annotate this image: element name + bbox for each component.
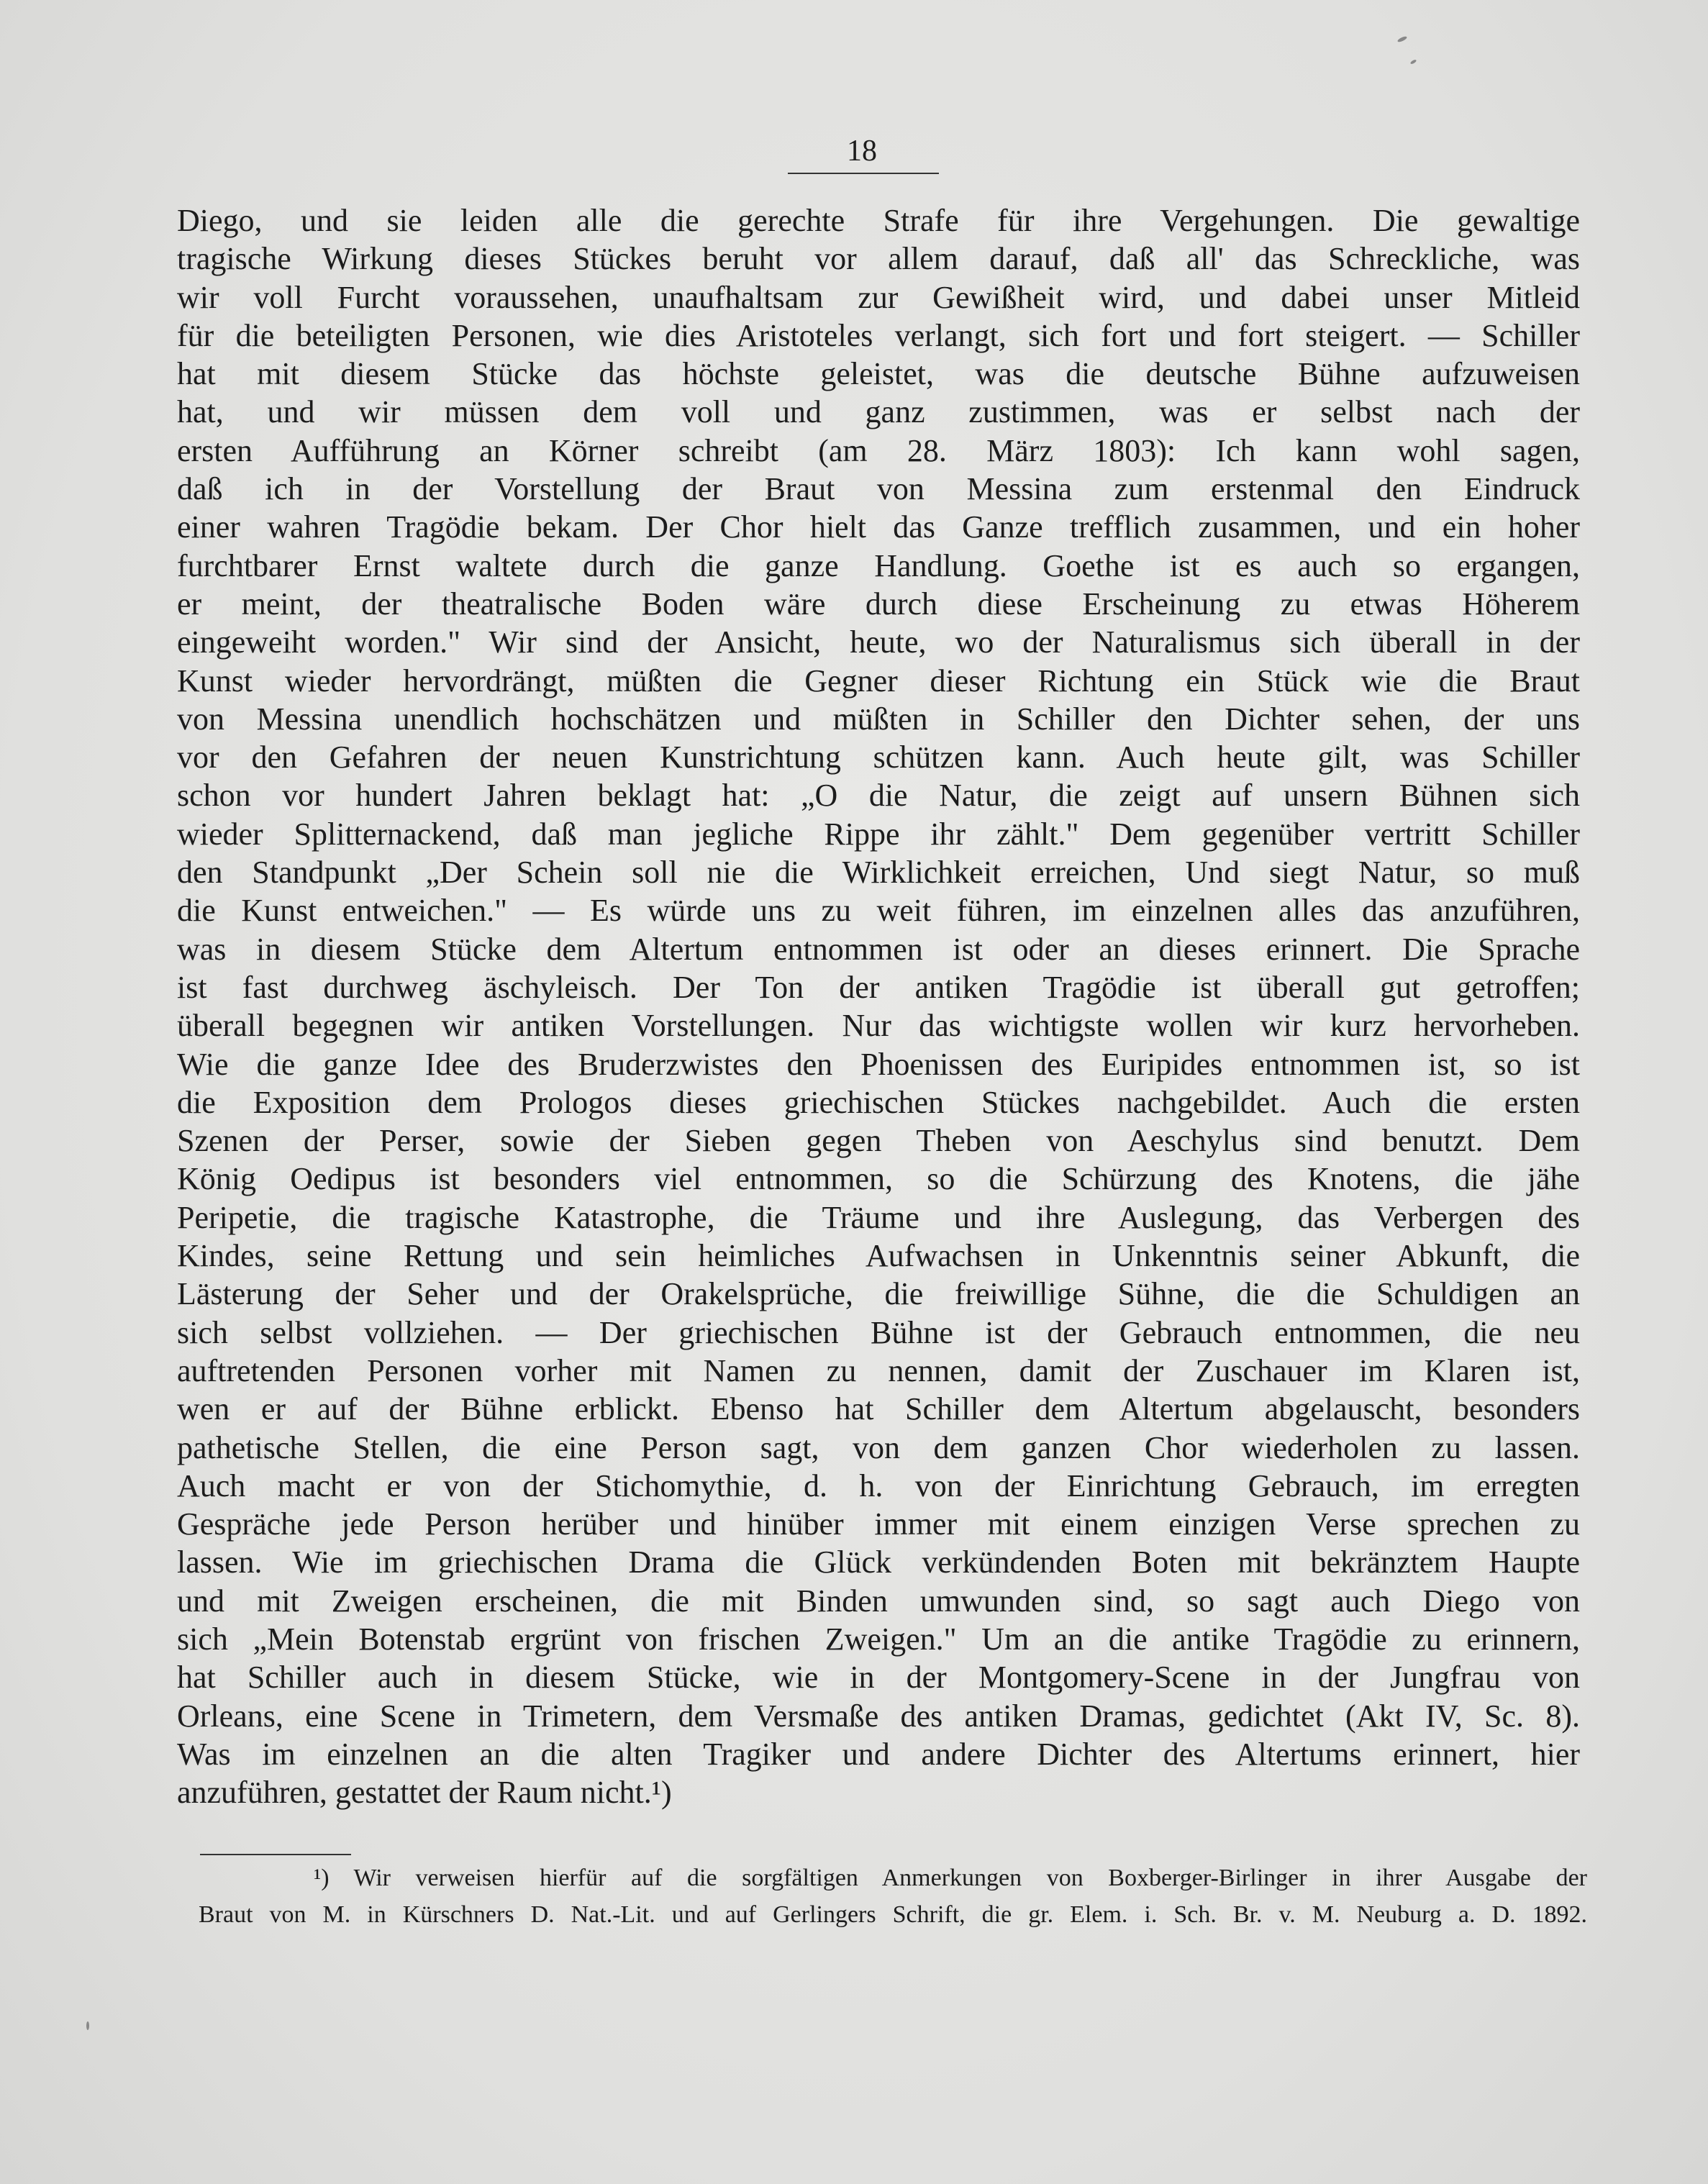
body-line: daß ich in der Vorstellung der Braut von Messina zum erstenmal den Eindruck [177,471,1580,507]
body-line: schon vor hundert Jahren beklagt hat: „O die Natur, die zeigt auf unsern Bühnen sich [177,778,1580,814]
body-line: sich „Mein Botenstab ergrünt von frischen Zweigen." Um an die antike Tragödie zu erinnern, [177,1621,1580,1657]
footnote-line: Braut von M. in Kürschners D. Nat.-Lit. und auf Gerlingers Schrift, die gr. Elem. i. Sch. Br. v. M. Neuburg a. D. 1892. [199,1901,1587,1928]
body-line: überall begegnen wir antiken Vorstellungen. Nur das wichtigste wollen wir kurz hervorheben. [177,1008,1580,1044]
body-line: den Standpunkt „Der Schein soll nie die Wirklichkeit erreichen, Und siegt Natur, so muß [177,855,1580,891]
body-line: anzuführen, gestattet der Raum nicht.¹) [177,1775,672,1811]
body-line: pathetische Stellen, die eine Person sagt, von dem ganzen Chor wiederholen zu lassen. [177,1429,1580,1465]
body-line: Orleans, eine Scene in Trimetern, dem Versmaße des antiken Dramas, gedichtet (Akt IV, Sc. 8). [177,1698,1580,1734]
footnote-line: ¹) Wir verweisen hierfür auf die sorgfältigen Anmerkungen von Boxberger-Birlinger in ihrer Ausgabe der [314,1865,1587,1891]
body-line: von Messina unendlich hochschätzen und müßten in Schiller den Dichter sehen, der uns [177,701,1580,737]
body-line: Szenen der Perser, sowie der Sieben gegen Theben von Aeschylus sind benutzt. Dem [177,1123,1580,1159]
body-line: die Exposition dem Prologos dieses griechischen Stückes nachgebildet. Auch die ersten [177,1084,1580,1120]
footnote-rule [200,1854,351,1855]
body-line: sich selbst vollziehen. — Der griechischen Bühne ist der Gebrauch entnommen, die neu [177,1314,1580,1350]
body-line: ersten Aufführung an Körner schreibt (am 28. März 1803): Ich kann wohl sagen, [177,432,1580,468]
body-line: Wie die ganze Idee des Bruderzwistes den Phoenissen des Euripides entnommen ist, so ist [177,1046,1580,1082]
body-line: auftretenden Personen vorher mit Namen zu nennen, damit der Zuschauer im Klaren ist, [177,1352,1580,1388]
body-line: tragische Wirkung dieses Stückes beruht vor allem darauf, daß all' das Schreckliche, was [177,241,1580,277]
body-line: Was im einzelnen an die alten Tragiker und andere Dichter des Altertums erinnert, hier [177,1736,1580,1772]
body-line: vor den Gefahren der neuen Kunstrichtung schützen kann. Auch heute gilt, was Schiller [177,740,1580,775]
page-number: 18 [847,135,877,168]
body-line: wir voll Furcht voraussehen, unaufhaltsam zur Gewißheit wird, und dabei unser Mitleid [177,279,1580,315]
body-line: hat, und wir müssen dem voll und ganz zustimmen, was er selbst nach der [177,394,1580,430]
body-line: König Oedipus ist besonders viel entnommen, so die Schürzung des Knotens, die jähe [177,1161,1580,1197]
scan-speck [1410,59,1417,65]
body-line: wen er auf der Bühne erblickt. Ebenso hat Schiller dem Altertum abgelauscht, besonders [177,1391,1580,1427]
body-line: und mit Zweigen erscheinen, die mit Binden umwunden sind, so sagt auch Diego von [177,1583,1580,1619]
body-line: hat Schiller auch in diesem Stücke, wie in der Montgomery-Scene in der Jungfrau von [177,1660,1580,1696]
body-line: einer wahren Tragödie bekam. Der Chor hielt das Ganze trefflich zusammen, und ein hoher [177,509,1580,545]
body-line: lassen. Wie im griechischen Drama die Glück verkündenden Boten mit bekränztem Haupte [177,1544,1580,1580]
body-line: eingeweiht worden." Wir sind der Ansicht, heute, wo der Naturalismus sich überall in der [177,624,1580,660]
body-line: ist fast durchweg äschyleisch. Der Ton der antiken Tragödie ist überall gut getroffen; [177,969,1580,1005]
body-line: wieder Splitternackend, daß man jegliche Rippe ihr zählt." Dem gegenüber vertritt Schiller [177,816,1580,852]
body-line: Kindes, seine Rettung und sein heimliches Aufwachsen in Unkenntnis seiner Abkunft, die [177,1238,1580,1274]
body-line: er meint, der theatralische Boden wäre durch diese Erscheinung zu etwas Höherem [177,586,1580,622]
header-rule [788,173,939,174]
body-line: Peripetie, die tragische Katastrophe, die Träume und ihre Auslegung, das Verbergen des [177,1199,1580,1235]
body-line: Gespräche jede Person herüber und hinüber immer mit einem einzigen Verse sprechen zu [177,1506,1580,1542]
scan-speck [86,2021,89,2030]
body-line: furchtbarer Ernst waltete durch die ganze Handlung. Goethe ist es auch so ergangen, [177,547,1580,583]
body-line: Auch macht er von der Stichomythie, d. h. von der Einrichtung Gebrauch, im erregten [177,1468,1580,1503]
body-line: Diego, und sie leiden alle die gerechte Strafe für ihre Vergehungen. Die gewaltige [177,203,1580,238]
body-line: Lästerung der Seher und der Orakelsprüche, die freiwillige Sühne, die die Schuldigen an [177,1276,1580,1312]
body-line: Kunst wieder hervordrängt, müßten die Gegner dieser Richtung ein Stück wie die Braut [177,663,1580,699]
body-line: für die beteiligten Personen, wie dies Aristoteles verlangt, sich fort und fort steigert. — Schiller [177,317,1580,353]
scan-speck [1397,35,1408,42]
body-line: was in diesem Stücke dem Altertum entnommen ist oder an dieses erinnert. Die Sprache [177,931,1580,967]
body-text [177,201,1580,1811]
footnote [199,1860,1587,1933]
body-line: hat mit diesem Stücke das höchste geleistet, was die deutsche Bühne aufzuweisen [177,356,1580,392]
body-line: die Kunst entweichen." — Es würde uns zu weit führen, im einzelnen alles das anzuführen, [177,893,1580,929]
